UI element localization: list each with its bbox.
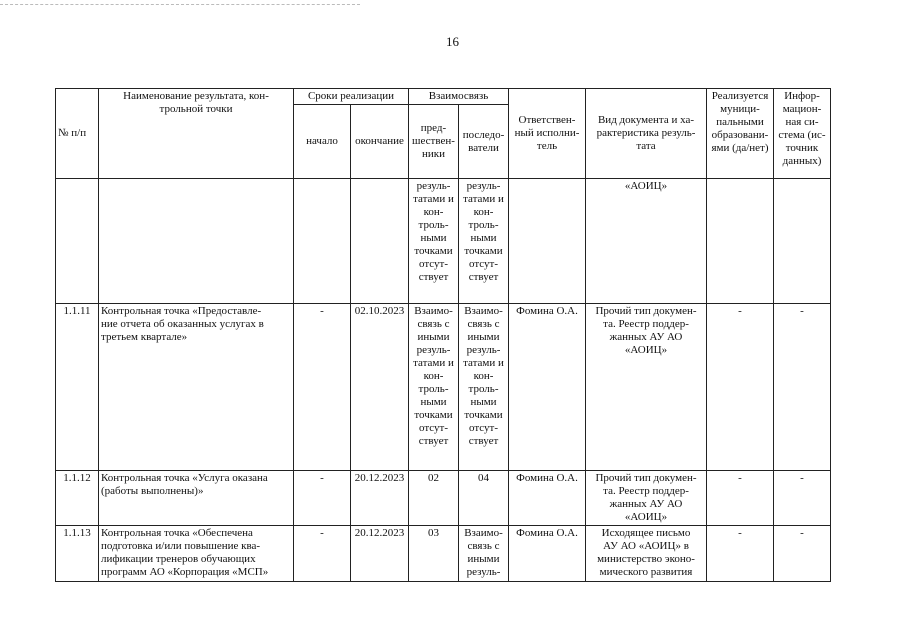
header-terms: Сроки реализации [294,89,409,105]
row-info-system [774,179,831,304]
header-relation: Взаимосвязь [409,89,509,105]
header-municipal: Реализуется муници- пальными образовани- ями (да/нет) [707,89,774,179]
row-start: - [294,526,351,582]
row-end: 02.10.2023 [351,304,409,471]
row-name [99,179,294,304]
row-successors: резуль- татами и кон- троль- ными точками отсут- ствует [459,179,509,304]
row-municipal: - [707,471,774,526]
row-successors: Взаимо- связь с иными резуль- татами и кон- троль- ными точками отсут- ствует [459,304,509,471]
header-name: Наименование результата, кон- трольной точки [99,89,294,179]
row-info-system: - [774,304,831,471]
row-start: - [294,304,351,471]
table-row [56,179,831,304]
row-end: 20.12.2023 [351,471,409,526]
row-responsible: Фомина О.А. [509,471,586,526]
row-num: 1.1.13 [56,526,99,582]
row-doc-type: Исходящее письмо АУ АО «АОИЦ» в министерство эконо- мического развития [586,526,707,582]
row-start: - [294,471,351,526]
row-name: Контрольная точка «Услуга оказана (работы выполнены)» [99,471,294,526]
row-num [56,179,99,304]
row-name: Контрольная точка «Предоставле- ние отчета об оказанных услугах в третьем квартале» [99,304,294,471]
row-responsible: Фомина О.А. [509,304,586,471]
table-row [56,304,831,471]
header-end: окончание [351,105,409,179]
row-predecessors: 02 [409,471,459,526]
row-doc-type: Прочий тип докумен- та. Реестр поддер- жанных АУ АО «АОИЦ» [586,304,707,471]
row-municipal: - [707,526,774,582]
row-doc-type: Прочий тип докумен- та. Реестр поддер- жанных АУ АО «АОИЦ» [586,471,707,526]
row-predecessors: Взаимо- связь с иными резуль- татами и кон- троль- ными точками отсут- ствует [409,304,459,471]
header-start: начало [294,105,351,179]
row-predecessors: резуль- татами и кон- троль- ными точками отсут- ствует [409,179,459,304]
page-number: 16 [446,34,459,49]
row-info-system: - [774,471,831,526]
header-responsible: Ответствен- ный исполни- тель [509,89,586,179]
header-num: № п/п [56,89,99,179]
row-predecessors: 03 [409,526,459,582]
row-municipal [707,179,774,304]
row-responsible [509,179,586,304]
row-end [351,179,409,304]
header-row-1 [56,89,831,105]
header-info-system: Инфор- мацион- ная си- стема (ис- точник данных) [774,89,831,179]
row-num: 1.1.12 [56,471,99,526]
row-info-system: - [774,526,831,582]
row-doc-type: «АОИЦ» [586,179,707,304]
row-responsible: Фомина О.А. [509,526,586,582]
row-successors: Взаимо- связь с иными резуль- [459,526,509,582]
row-municipal: - [707,304,774,471]
row-name: Контрольная точка «Обеспечена подготовка и/или повышение ква- лификации тренеров обучающих программ АО «Корпорация «МСП» [99,526,294,582]
table-row [56,526,831,582]
header-predecessors: пред- шествен- ники [409,105,459,179]
row-end: 20.12.2023 [351,526,409,582]
row-num: 1.1.11 [56,304,99,471]
header-doc-type: Вид документа и ха- рактеристика резуль- тата [586,89,707,179]
top-edge-line [0,4,360,5]
row-start [294,179,351,304]
table-row [56,471,831,526]
row-successors: 04 [459,471,509,526]
results-table [55,88,831,582]
header-successors: последо- ватели [459,105,509,179]
